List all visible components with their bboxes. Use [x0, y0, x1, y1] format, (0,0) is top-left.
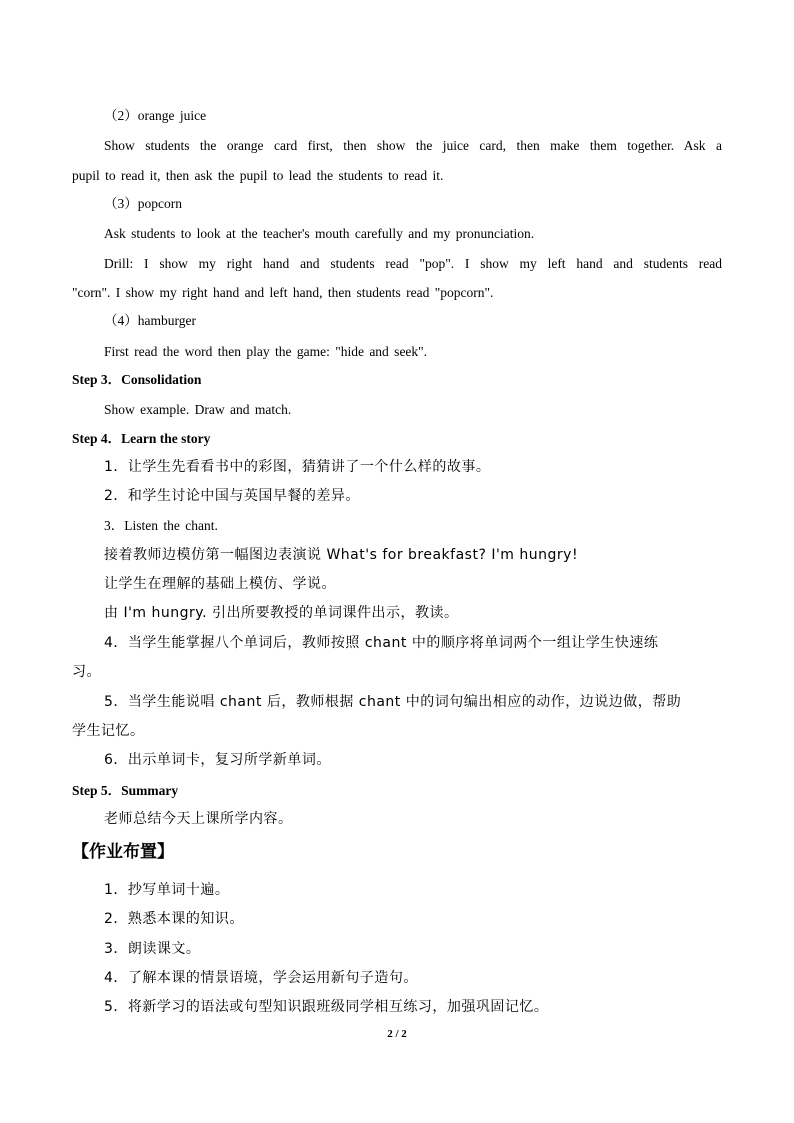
page-number: 2 / 2 [387, 1028, 407, 1040]
item4-title: （4）hamburger [104, 313, 196, 328]
step3-text: Show example. Draw and match. [104, 402, 292, 417]
homework-item: 3．朗读课文。 [104, 941, 201, 957]
step4-item: 2．和学生讨论中国与英国早餐的差异。 [104, 488, 360, 504]
step3-heading: Step 3．Consolidation [72, 372, 202, 387]
item3-drill-line1: Drill: I show my right hand and students read "pop". I show my left hand and students read [104, 256, 722, 271]
homework-item: 2．熟悉本课的知识。 [104, 911, 244, 927]
step4-item: 4．当学生能掌握八个单词后，教师按照 chant 中的顺序将单词两个一组让学生快速练 [104, 635, 659, 651]
item3-paragraph: Ask students to look at the teacher's mouth carefully and my pronunciation. [104, 226, 535, 241]
item3-drill-line2: "corn". I show my right hand and left hand, then students read "popcorn". [72, 285, 494, 300]
step4-item-continuation: 学生记忆。 [72, 723, 145, 739]
homework-heading: 【作业布置】 [72, 842, 174, 862]
item2-paragraph-line2: pupil to read it, then ask the pupil to lead the students to read it. [72, 168, 444, 183]
homework-item: 1．抄写单词十遍。 [104, 882, 230, 898]
step4-item-continuation: 习。 [72, 664, 101, 680]
step5-heading: Step 5．Summary [72, 783, 179, 798]
item2-title: （2）orange juice [104, 108, 207, 123]
step4-item: 3．Listen the chant. [104, 518, 218, 533]
item3-title: （3）popcorn [104, 196, 182, 211]
step4-item: 6．出示单词卡，复习所学新单词。 [104, 752, 331, 768]
step4-item: 1．让学生先看看书中的彩图，猜猜讲了一个什么样的故事。 [104, 459, 491, 475]
step4-heading: Step 4．Learn the story [72, 431, 211, 446]
step4-item: 接着教师边模仿第一幅图边表演说 What's for breakfast? I'm hungry! [104, 547, 579, 563]
step4-item: 让学生在理解的基础上模仿、学说。 [104, 576, 336, 592]
step4-item: 5．当学生能说唱 chant 后，教师根据 chant 中的词句编出相应的动作，边说边做，帮助 [104, 694, 682, 710]
item4-paragraph: First read the word then play the game: "hide and seek". [104, 344, 428, 359]
item2-paragraph-line1: Show students the orange card first, then show the juice card, then make them together. Ask a [104, 138, 722, 153]
homework-item: 5．将新学习的语法或句型知识跟班级同学相互练习，加强巩固记忆。 [104, 999, 549, 1015]
homework-item: 4．了解本课的情景语境，学会运用新句子造句。 [104, 970, 418, 986]
step4-item: 由 I'm hungry. 引出所要教授的单词课件出示，教读。 [104, 605, 459, 621]
step5-text: 老师总结今天上课所学内容。 [104, 811, 293, 827]
